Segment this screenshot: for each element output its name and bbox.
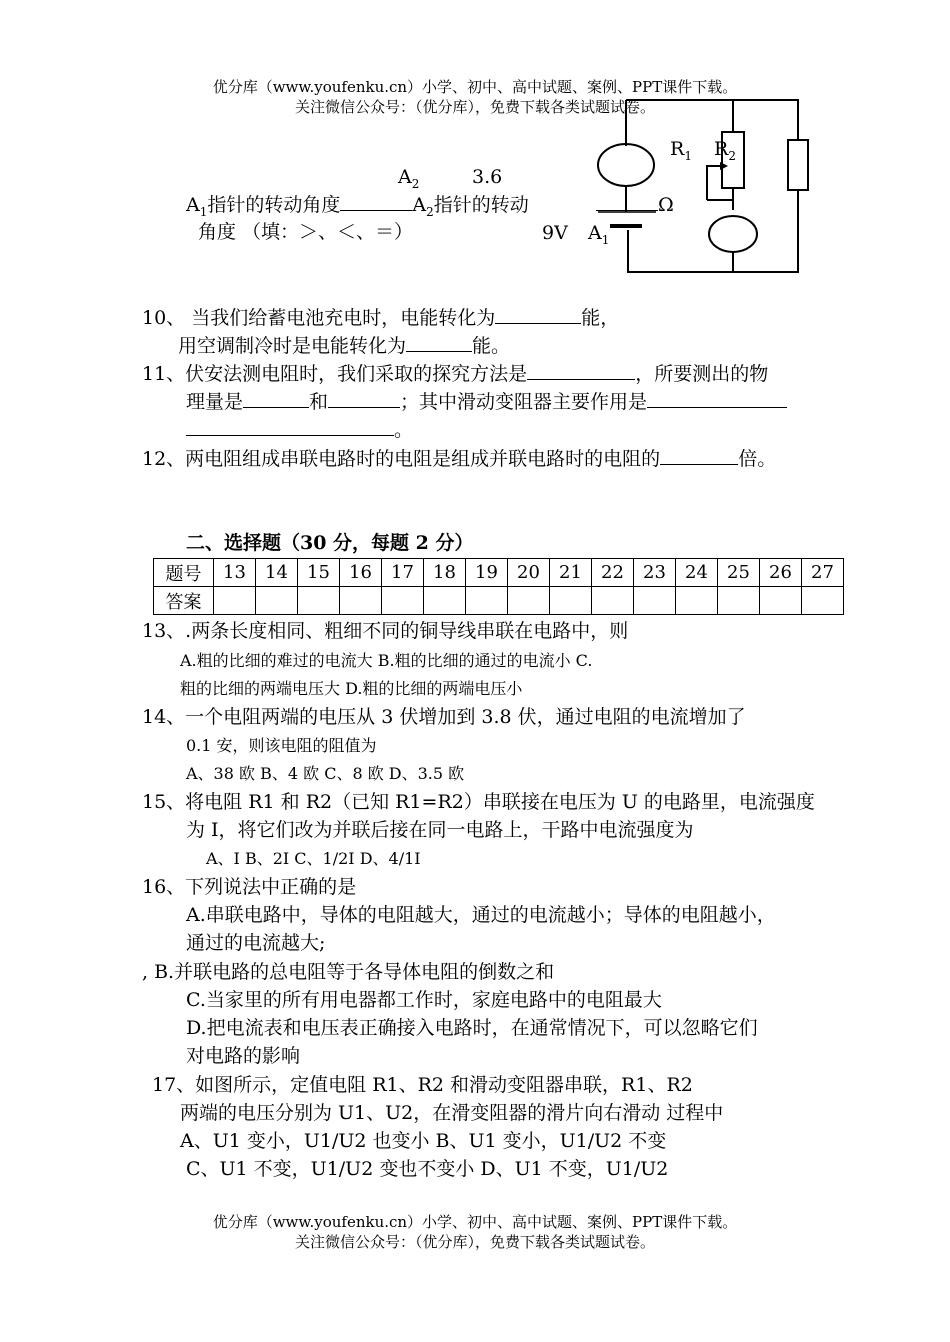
q16-option-c: C.当家里的所有用电器都工作时，家庭电路中的电阻最大 [186, 989, 662, 1011]
label-r1: $R_1$ [670, 138, 692, 163]
q17-stem-2: 两端的电压分别为 U1、U2，在滑变阻器的滑片向右滑动 过程中 [180, 1102, 724, 1124]
footer-line-2: 关注微信公众号：（优分库），免费下载各类试题试卷。 [294, 1233, 655, 1251]
answer-table-number-cell: 26 [760, 559, 802, 587]
answer-table-number-cell: 17 [382, 559, 424, 587]
ammeter-a1-symbol [709, 216, 757, 252]
answer-table-number-cell: 14 [256, 559, 298, 587]
q16-option-d-line-2: 对电路的影响 [186, 1045, 301, 1067]
answer-table-label-number: 题号 [154, 559, 214, 587]
ammeter-a2-symbol [598, 144, 654, 186]
q9-a1-label: $A_1$ [588, 222, 610, 247]
answer-cell[interactable] [592, 587, 634, 615]
q16-option-a-line-2: 通过的电流越大; [186, 932, 326, 954]
answer-cell[interactable] [634, 587, 676, 615]
answer-table-number-cell: 21 [550, 559, 592, 587]
answer-table-answer-row [154, 587, 844, 615]
q13-stem: 13、.两条长度相同、粗细不同的铜导线串联在电路中，则 [142, 620, 629, 642]
answer-cell[interactable] [424, 587, 466, 615]
q10-line-2: 用空调制冷时是电能转化为 能。 [178, 335, 511, 357]
answer-table-number-cell: 15 [298, 559, 340, 587]
q9-value-36: 3.6 [472, 166, 503, 188]
q11-line-2: 理量是 和 ；其中滑动变阻器主要作用是 [186, 390, 787, 413]
answer-cell[interactable] [466, 587, 508, 615]
q14-options: A、38 欧 B、4 欧 C、8 欧 D、3.5 欧 [186, 764, 465, 783]
answer-cell[interactable] [760, 587, 802, 615]
answer-table-number-cell: 16 [340, 559, 382, 587]
answer-table-number-cell: 22 [592, 559, 634, 587]
answer-table-number-cell: 23 [634, 559, 676, 587]
circuit-wire-outer [626, 100, 798, 272]
q15-stem-2: 为 I，将它们改为并联后接在同一电路上，干路中电流强度为 [186, 819, 694, 841]
answer-table-number-cell: 27 [802, 559, 844, 587]
answer-cell[interactable] [214, 587, 256, 615]
answer-cell[interactable] [550, 587, 592, 615]
answer-cell[interactable] [508, 587, 550, 615]
q10-line-1: 10、 当我们给蓄电池充电时，电能转化为 能， [142, 307, 620, 329]
q9-ohm-field: Ω [596, 193, 674, 216]
q16-stem: 16、下列说法中正确的是 [142, 876, 357, 898]
header-line-1: 优分库（www.youfenku.cn）小学、初中、高中试题、案例、PPT课件下载。 [212, 78, 738, 96]
answer-cell[interactable] [676, 587, 718, 615]
q9-a2-label: $A_2$ [398, 166, 420, 191]
rheostat-slider-wire [707, 166, 720, 200]
answer-table-number-cell: 25 [718, 559, 760, 587]
answer-table-number-row [154, 559, 844, 587]
label-r2: $R_2$ [714, 138, 736, 163]
answer-cell[interactable] [802, 587, 844, 615]
answer-cell[interactable] [718, 587, 760, 615]
q13-options-line-2: 粗的比细的两端电压大 D.粗的比细的两端电压小 [180, 679, 523, 698]
q14-stem-2: 0.1 安，则该电阻的阻值为 [186, 736, 377, 755]
q16-option-d-line-1: D.把电流表和电压表正确接入电路时，在通常情况下，可以忽略它们 [186, 1017, 758, 1039]
q17-stem-1: 17、如图所示，定值电阻 R1、R2 和滑动变阻器串联，R1、R2 [152, 1074, 693, 1096]
resistor-right-symbol [788, 140, 808, 190]
answer-table-number-cell: 18 [424, 559, 466, 587]
q9-line-2: 角度 （填：＞、＜、＝） [198, 221, 414, 243]
answer-cell[interactable] [256, 587, 298, 615]
answer-table [153, 558, 844, 615]
header-line-2: 关注微信公众号：（优分库），免费下载各类试题试卷。 [294, 98, 655, 116]
q14-stem-1: 14、一个电阻两端的电压从 3 伏增加到 3.8 伏，通过电阻的电流增加了 [142, 706, 746, 728]
answer-table-number-cell: 20 [508, 559, 550, 587]
q9-line-1: $A_1$指针的转动角度 $A_2$指针的转动 [186, 194, 529, 219]
q12-line: 12、两电阻组成串联电路时的电阻是组成并联电路时的电阻的 倍。 [142, 448, 777, 470]
answer-table-label-answer: 答案 [154, 587, 214, 615]
q17-options-line-2: C、U1 不变，U1/U2 变也不变小 D、U1 不变，U1/U2 [186, 1158, 669, 1180]
answer-table-number-cell: 19 [466, 559, 508, 587]
section-2-title: 二、选择题（30 分，每题 2 分） [186, 532, 474, 554]
answer-cell[interactable] [298, 587, 340, 615]
answer-table-number-cell: 24 [676, 559, 718, 587]
answer-cell[interactable] [340, 587, 382, 615]
q11-line-3: 。 [186, 418, 413, 441]
answer-table-number-cell: 13 [214, 559, 256, 587]
q15-stem-1: 15、将电阻 R1 和 R2（已知 R1=R2）串联接在电压为 U 的电路里，电流强度 [142, 791, 815, 813]
footer-line-1: 优分库（www.youfenku.cn）小学、初中、高中试题、案例、PPT课件下载。 [212, 1213, 738, 1231]
q15-options: A、I B、2I C、1/2I D、4/1I [206, 849, 421, 868]
q16-option-b: , B.并联电路的总电阻等于各导体电阻的倒数之和 [142, 961, 555, 983]
q9-voltage: 9V [542, 222, 568, 244]
q16-option-a-line-1: A.串联电路中，导体的电阻越大，通过的电流越小；导体的电阻越小， [186, 904, 776, 926]
answer-cell[interactable] [382, 587, 424, 615]
q11-line-1: 11、伏安法测电阻时，我们采取的探究方法是 ，所要测出的物 [142, 363, 769, 385]
q17-options-line-1: A、U1 变小，U1/U2 也变小 B、U1 变小，U1/U2 不变 [180, 1130, 667, 1152]
q13-options-line-1: A.粗的比细的难过的电流大 B.粗的比细的通过的电流小 C. [180, 651, 593, 670]
